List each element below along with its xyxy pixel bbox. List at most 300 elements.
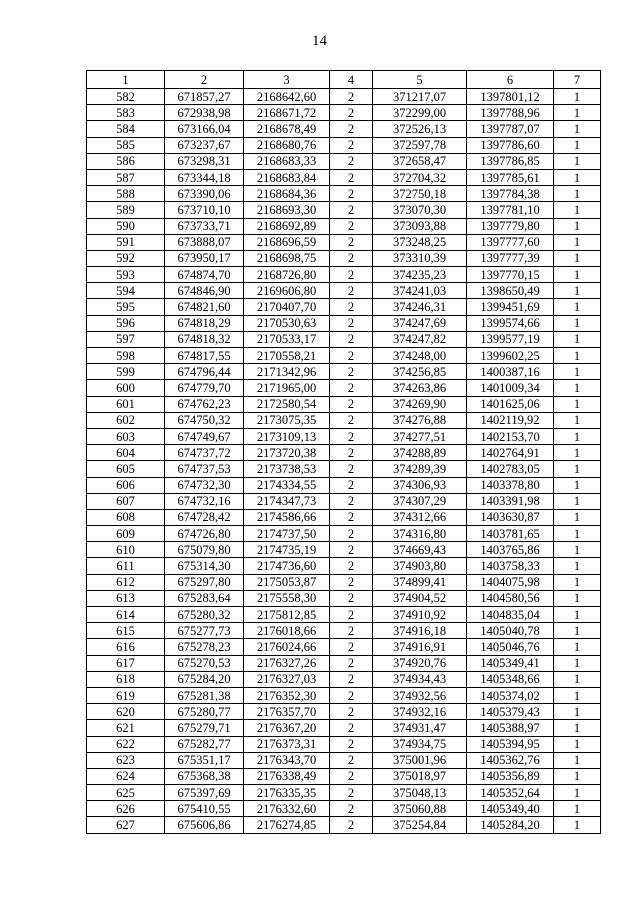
table-cell: 674749,67 [165, 428, 244, 444]
table-cell: 2174347,73 [244, 493, 330, 509]
table-cell: 372704,32 [373, 169, 467, 185]
table-cell: 2168698,75 [244, 250, 330, 266]
table-cell: 1405046,76 [467, 639, 554, 655]
table-cell: 2 [330, 801, 373, 817]
table-cell: 1399577,19 [467, 331, 554, 347]
column-header: 3 [244, 71, 330, 89]
table-cell: 2168683,33 [244, 153, 330, 169]
column-header: 1 [87, 71, 165, 89]
table-cell: 374306,93 [373, 477, 467, 493]
table-row [87, 202, 601, 218]
table-cell: 374276,88 [373, 412, 467, 428]
table-cell: 675277,73 [165, 623, 244, 639]
table-cell: 1 [554, 105, 601, 121]
table-cell: 2 [330, 752, 373, 768]
table-cell: 374289,39 [373, 461, 467, 477]
table-cell: 374932,56 [373, 687, 467, 703]
table-cell: 674779,70 [165, 380, 244, 396]
table-cell: 2168680,76 [244, 137, 330, 153]
table-row [87, 412, 601, 428]
table-cell: 592 [87, 250, 165, 266]
table-cell: 611 [87, 558, 165, 574]
table-cell: 675351,17 [165, 752, 244, 768]
table-cell: 2168684,36 [244, 186, 330, 202]
table-cell: 372750,18 [373, 186, 467, 202]
table-cell: 2170530,63 [244, 315, 330, 331]
table-cell: 588 [87, 186, 165, 202]
table-cell: 375060,88 [373, 801, 467, 817]
table-cell: 1 [554, 639, 601, 655]
table-cell: 594 [87, 283, 165, 299]
column-header: 5 [373, 71, 467, 89]
table-cell: 2 [330, 461, 373, 477]
table-cell: 2176373,31 [244, 736, 330, 752]
table-cell: 1 [554, 445, 601, 461]
table-cell: 1403391,98 [467, 493, 554, 509]
table-cell: 2 [330, 267, 373, 283]
table-cell: 2 [330, 509, 373, 525]
table-cell: 1397801,12 [467, 89, 554, 105]
table-cell: 674726,80 [165, 526, 244, 542]
table-cell: 1401625,06 [467, 396, 554, 412]
table-row [87, 234, 601, 250]
table-cell: 1403378,80 [467, 477, 554, 493]
table-cell: 2168678,49 [244, 121, 330, 137]
table-cell: 620 [87, 704, 165, 720]
table-cell: 375001,96 [373, 752, 467, 768]
table-cell: 1399602,25 [467, 348, 554, 364]
table-cell: 1 [554, 315, 601, 331]
table-cell: 597 [87, 331, 165, 347]
table-cell: 673298,31 [165, 153, 244, 169]
table-cell: 372526,13 [373, 121, 467, 137]
table-cell: 1402153,70 [467, 428, 554, 444]
table-cell: 2 [330, 817, 373, 833]
table-cell: 596 [87, 315, 165, 331]
table-cell: 674818,29 [165, 315, 244, 331]
table-cell: 1 [554, 607, 601, 623]
table-row [87, 105, 601, 121]
table-cell: 2 [330, 331, 373, 347]
table-cell: 599 [87, 364, 165, 380]
table-row [87, 89, 601, 105]
table-cell: 2173720,38 [244, 445, 330, 461]
table-cell: 2176332,60 [244, 801, 330, 817]
table-cell: 671857,27 [165, 89, 244, 105]
table-cell: 1 [554, 801, 601, 817]
table-body [87, 89, 601, 834]
table-cell: 1 [554, 785, 601, 801]
table-cell: 609 [87, 526, 165, 542]
table-cell: 1 [554, 736, 601, 752]
table-cell: 2 [330, 445, 373, 461]
table-cell: 604 [87, 445, 165, 461]
table-cell: 374899,41 [373, 574, 467, 590]
table-cell: 2176024,66 [244, 639, 330, 655]
table-cell: 374669,43 [373, 542, 467, 558]
table-cell: 2 [330, 607, 373, 623]
table-cell: 616 [87, 639, 165, 655]
table-cell: 1 [554, 526, 601, 542]
table-row [87, 736, 601, 752]
table-row [87, 671, 601, 687]
table-cell: 374263,86 [373, 380, 467, 396]
table-cell: 373310,39 [373, 250, 467, 266]
table-cell: 1405348,66 [467, 671, 554, 687]
table-cell: 675297,80 [165, 574, 244, 590]
table-cell: 1 [554, 704, 601, 720]
table-row [87, 186, 601, 202]
coordinates-table [86, 70, 601, 834]
table-cell: 674874,70 [165, 267, 244, 283]
table-cell: 1404580,56 [467, 590, 554, 606]
table-cell: 1397777,39 [467, 250, 554, 266]
table-cell: 2 [330, 121, 373, 137]
table-cell: 622 [87, 736, 165, 752]
table-cell: 2174737,50 [244, 526, 330, 542]
table-cell: 2 [330, 736, 373, 752]
table-cell: 2168696,59 [244, 234, 330, 250]
table-cell: 372658,47 [373, 153, 467, 169]
table-cell: 2175053,87 [244, 574, 330, 590]
table-cell: 593 [87, 267, 165, 283]
table-cell: 2 [330, 315, 373, 331]
table-cell: 673390,06 [165, 186, 244, 202]
table-cell: 374934,43 [373, 671, 467, 687]
table-cell: 2 [330, 428, 373, 444]
table-cell: 673344,18 [165, 169, 244, 185]
table-row [87, 801, 601, 817]
table-cell: 1 [554, 396, 601, 412]
table-cell: 675368,38 [165, 768, 244, 784]
table-cell: 674796,44 [165, 364, 244, 380]
table-cell: 672938,98 [165, 105, 244, 121]
table-row [87, 331, 601, 347]
table-cell: 1397784,38 [467, 186, 554, 202]
table-cell: 1 [554, 250, 601, 266]
table-cell: 1397779,80 [467, 218, 554, 234]
table-cell: 2 [330, 412, 373, 428]
table-row [87, 493, 601, 509]
table-cell: 608 [87, 509, 165, 525]
table-cell: 374932,16 [373, 704, 467, 720]
table-cell: 1 [554, 137, 601, 153]
table-cell: 1405349,40 [467, 801, 554, 817]
table-cell: 675282,77 [165, 736, 244, 752]
table-row [87, 720, 601, 736]
table-cell: 2168692,89 [244, 218, 330, 234]
table-cell: 674817,55 [165, 348, 244, 364]
table-cell: 374312,66 [373, 509, 467, 525]
table-cell: 618 [87, 671, 165, 687]
table-cell: 374916,18 [373, 623, 467, 639]
table-cell: 623 [87, 752, 165, 768]
table-cell: 674737,72 [165, 445, 244, 461]
table-cell: 2 [330, 283, 373, 299]
table-cell: 1 [554, 121, 601, 137]
table-cell: 674762,23 [165, 396, 244, 412]
table-cell: 1405349,41 [467, 655, 554, 671]
table-row [87, 477, 601, 493]
table-cell: 1 [554, 169, 601, 185]
table-row [87, 623, 601, 639]
table-header-row [87, 71, 601, 89]
table-cell: 1405040,78 [467, 623, 554, 639]
table-cell: 675410,55 [165, 801, 244, 817]
table-cell: 2176335,35 [244, 785, 330, 801]
table-cell: 605 [87, 461, 165, 477]
table-cell: 374316,80 [373, 526, 467, 542]
table-cell: 374277,51 [373, 428, 467, 444]
table-cell: 2 [330, 655, 373, 671]
table-cell: 584 [87, 121, 165, 137]
table-cell: 673950,17 [165, 250, 244, 266]
table-cell: 374910,92 [373, 607, 467, 623]
table-cell: 1 [554, 283, 601, 299]
table-cell: 2 [330, 590, 373, 606]
table-cell: 375018,97 [373, 768, 467, 784]
table-cell: 674737,53 [165, 461, 244, 477]
table-cell: 1 [554, 574, 601, 590]
table-cell: 1397785,61 [467, 169, 554, 185]
table-cell: 1 [554, 542, 601, 558]
table-row [87, 364, 601, 380]
table-cell: 2 [330, 169, 373, 185]
table-cell: 374934,75 [373, 736, 467, 752]
table-row [87, 380, 601, 396]
table-cell: 675397,69 [165, 785, 244, 801]
table-row [87, 509, 601, 525]
table-cell: 2176327,03 [244, 671, 330, 687]
table-row [87, 283, 601, 299]
table-cell: 675270,53 [165, 655, 244, 671]
table-cell: 675284,20 [165, 671, 244, 687]
table-cell: 1403758,33 [467, 558, 554, 574]
table-cell: 2174586,66 [244, 509, 330, 525]
table-cell: 2 [330, 218, 373, 234]
table-cell: 586 [87, 153, 165, 169]
table-cell: 606 [87, 477, 165, 493]
table-cell: 675280,32 [165, 607, 244, 623]
table-row [87, 526, 601, 542]
table-cell: 602 [87, 412, 165, 428]
table-cell: 1405374,02 [467, 687, 554, 703]
table-cell: 1405388,97 [467, 720, 554, 736]
table-cell: 2170558,21 [244, 348, 330, 364]
table-cell: 675281,38 [165, 687, 244, 703]
table-cell: 2 [330, 380, 373, 396]
table-row [87, 445, 601, 461]
table-cell: 1404075,98 [467, 574, 554, 590]
table-cell: 2 [330, 785, 373, 801]
table-cell: 675279,71 [165, 720, 244, 736]
table-cell: 2170407,70 [244, 299, 330, 315]
table-cell: 625 [87, 785, 165, 801]
table-cell: 1402119,92 [467, 412, 554, 428]
table-cell: 1 [554, 234, 601, 250]
table-cell: 612 [87, 574, 165, 590]
table-cell: 2 [330, 202, 373, 218]
table-row [87, 704, 601, 720]
table-cell: 1397786,85 [467, 153, 554, 169]
table-cell: 374307,29 [373, 493, 467, 509]
table-cell: 2 [330, 542, 373, 558]
table-cell: 2 [330, 768, 373, 784]
table-cell: 2173738,53 [244, 461, 330, 477]
table-cell: 2 [330, 105, 373, 121]
table-cell: 1405362,76 [467, 752, 554, 768]
table-cell: 591 [87, 234, 165, 250]
table-cell: 2176327,26 [244, 655, 330, 671]
table-cell: 1403765,86 [467, 542, 554, 558]
table-cell: 1402764,91 [467, 445, 554, 461]
table-cell: 2 [330, 671, 373, 687]
table-cell: 1 [554, 380, 601, 396]
table-cell: 583 [87, 105, 165, 121]
table-row [87, 768, 601, 784]
table-cell: 1 [554, 623, 601, 639]
table-cell: 1 [554, 412, 601, 428]
table-cell: 1 [554, 687, 601, 703]
table-cell: 1 [554, 477, 601, 493]
column-header: 6 [467, 71, 554, 89]
table-cell: 674750,32 [165, 412, 244, 428]
table-cell: 2 [330, 639, 373, 655]
table-cell: 2171342,96 [244, 364, 330, 380]
table-cell: 675606,86 [165, 817, 244, 833]
table-cell: 1 [554, 590, 601, 606]
table-cell: 2168642,60 [244, 89, 330, 105]
table-cell: 1 [554, 493, 601, 509]
table-cell: 2174736,60 [244, 558, 330, 574]
table-row [87, 590, 601, 606]
table-row [87, 817, 601, 833]
table-cell: 600 [87, 380, 165, 396]
table-cell: 675278,23 [165, 639, 244, 655]
table-cell: 621 [87, 720, 165, 736]
table-row [87, 785, 601, 801]
table-cell: 1 [554, 348, 601, 364]
table-row [87, 315, 601, 331]
table-row [87, 348, 601, 364]
table-cell: 2 [330, 720, 373, 736]
table-cell: 1 [554, 671, 601, 687]
table-row [87, 558, 601, 574]
table-cell: 374256,85 [373, 364, 467, 380]
table-cell: 1 [554, 364, 601, 380]
table-cell: 595 [87, 299, 165, 315]
table-row [87, 428, 601, 444]
table-cell: 1402783,05 [467, 461, 554, 477]
table-row [87, 687, 601, 703]
table-cell: 2 [330, 704, 373, 720]
table-cell: 2 [330, 250, 373, 266]
table-cell: 2 [330, 396, 373, 412]
table-cell: 601 [87, 396, 165, 412]
table-cell: 1405356,89 [467, 768, 554, 784]
table-cell: 2176018,66 [244, 623, 330, 639]
table-cell: 2169606,80 [244, 283, 330, 299]
column-header: 4 [330, 71, 373, 89]
table-cell: 674818,32 [165, 331, 244, 347]
table-cell: 374247,69 [373, 315, 467, 331]
table-row [87, 639, 601, 655]
table-cell: 374248,00 [373, 348, 467, 364]
table-cell: 2176343,70 [244, 752, 330, 768]
table-cell: 1404835,04 [467, 607, 554, 623]
table-cell: 374235,23 [373, 267, 467, 283]
table-cell: 1 [554, 752, 601, 768]
table-cell: 373070,30 [373, 202, 467, 218]
table-cell: 587 [87, 169, 165, 185]
table-cell: 2 [330, 526, 373, 542]
table-cell: 2173075,35 [244, 412, 330, 428]
table-cell: 1 [554, 202, 601, 218]
table-cell: 674846,90 [165, 283, 244, 299]
table-cell: 585 [87, 137, 165, 153]
table-cell: 1397787,07 [467, 121, 554, 137]
table-cell: 610 [87, 542, 165, 558]
table-cell: 372299,00 [373, 105, 467, 121]
table-cell: 1397786,60 [467, 137, 554, 153]
table-cell: 1397770,15 [467, 267, 554, 283]
table-cell: 590 [87, 218, 165, 234]
table-cell: 2168726,80 [244, 267, 330, 283]
table-cell: 673166,04 [165, 121, 244, 137]
table-cell: 2 [330, 558, 373, 574]
table-cell: 673710,10 [165, 202, 244, 218]
table-cell: 2 [330, 186, 373, 202]
table-cell: 1405379,43 [467, 704, 554, 720]
table-cell: 374288,89 [373, 445, 467, 461]
table-cell: 375254,84 [373, 817, 467, 833]
table-cell: 674732,30 [165, 477, 244, 493]
table-cell: 372597,78 [373, 137, 467, 153]
table-cell: 675079,80 [165, 542, 244, 558]
table-cell: 619 [87, 687, 165, 703]
table-cell: 1 [554, 299, 601, 315]
table-cell: 674732,16 [165, 493, 244, 509]
table-cell: 374903,80 [373, 558, 467, 574]
table-cell: 675314,30 [165, 558, 244, 574]
table-cell: 374241,03 [373, 283, 467, 299]
table-cell: 1405352,64 [467, 785, 554, 801]
table-cell: 374931,47 [373, 720, 467, 736]
table-cell: 613 [87, 590, 165, 606]
table-cell: 1 [554, 461, 601, 477]
table-cell: 1 [554, 186, 601, 202]
table-cell: 2170533,17 [244, 331, 330, 347]
table-cell: 2176357,70 [244, 704, 330, 720]
table-cell: 2168671,72 [244, 105, 330, 121]
table-cell: 626 [87, 801, 165, 817]
table-cell: 1401009,34 [467, 380, 554, 396]
table-row [87, 169, 601, 185]
table-row [87, 655, 601, 671]
table-cell: 1403630,87 [467, 509, 554, 525]
table-cell: 373248,25 [373, 234, 467, 250]
table-cell: 374247,82 [373, 331, 467, 347]
column-header: 7 [554, 71, 601, 89]
table-cell: 1 [554, 817, 601, 833]
table-row [87, 574, 601, 590]
table-cell: 1399574,66 [467, 315, 554, 331]
table-cell: 2175812,85 [244, 607, 330, 623]
table-cell: 2 [330, 137, 373, 153]
table-cell: 2176274,85 [244, 817, 330, 833]
table-cell: 2 [330, 299, 373, 315]
table-cell: 2174735,19 [244, 542, 330, 558]
